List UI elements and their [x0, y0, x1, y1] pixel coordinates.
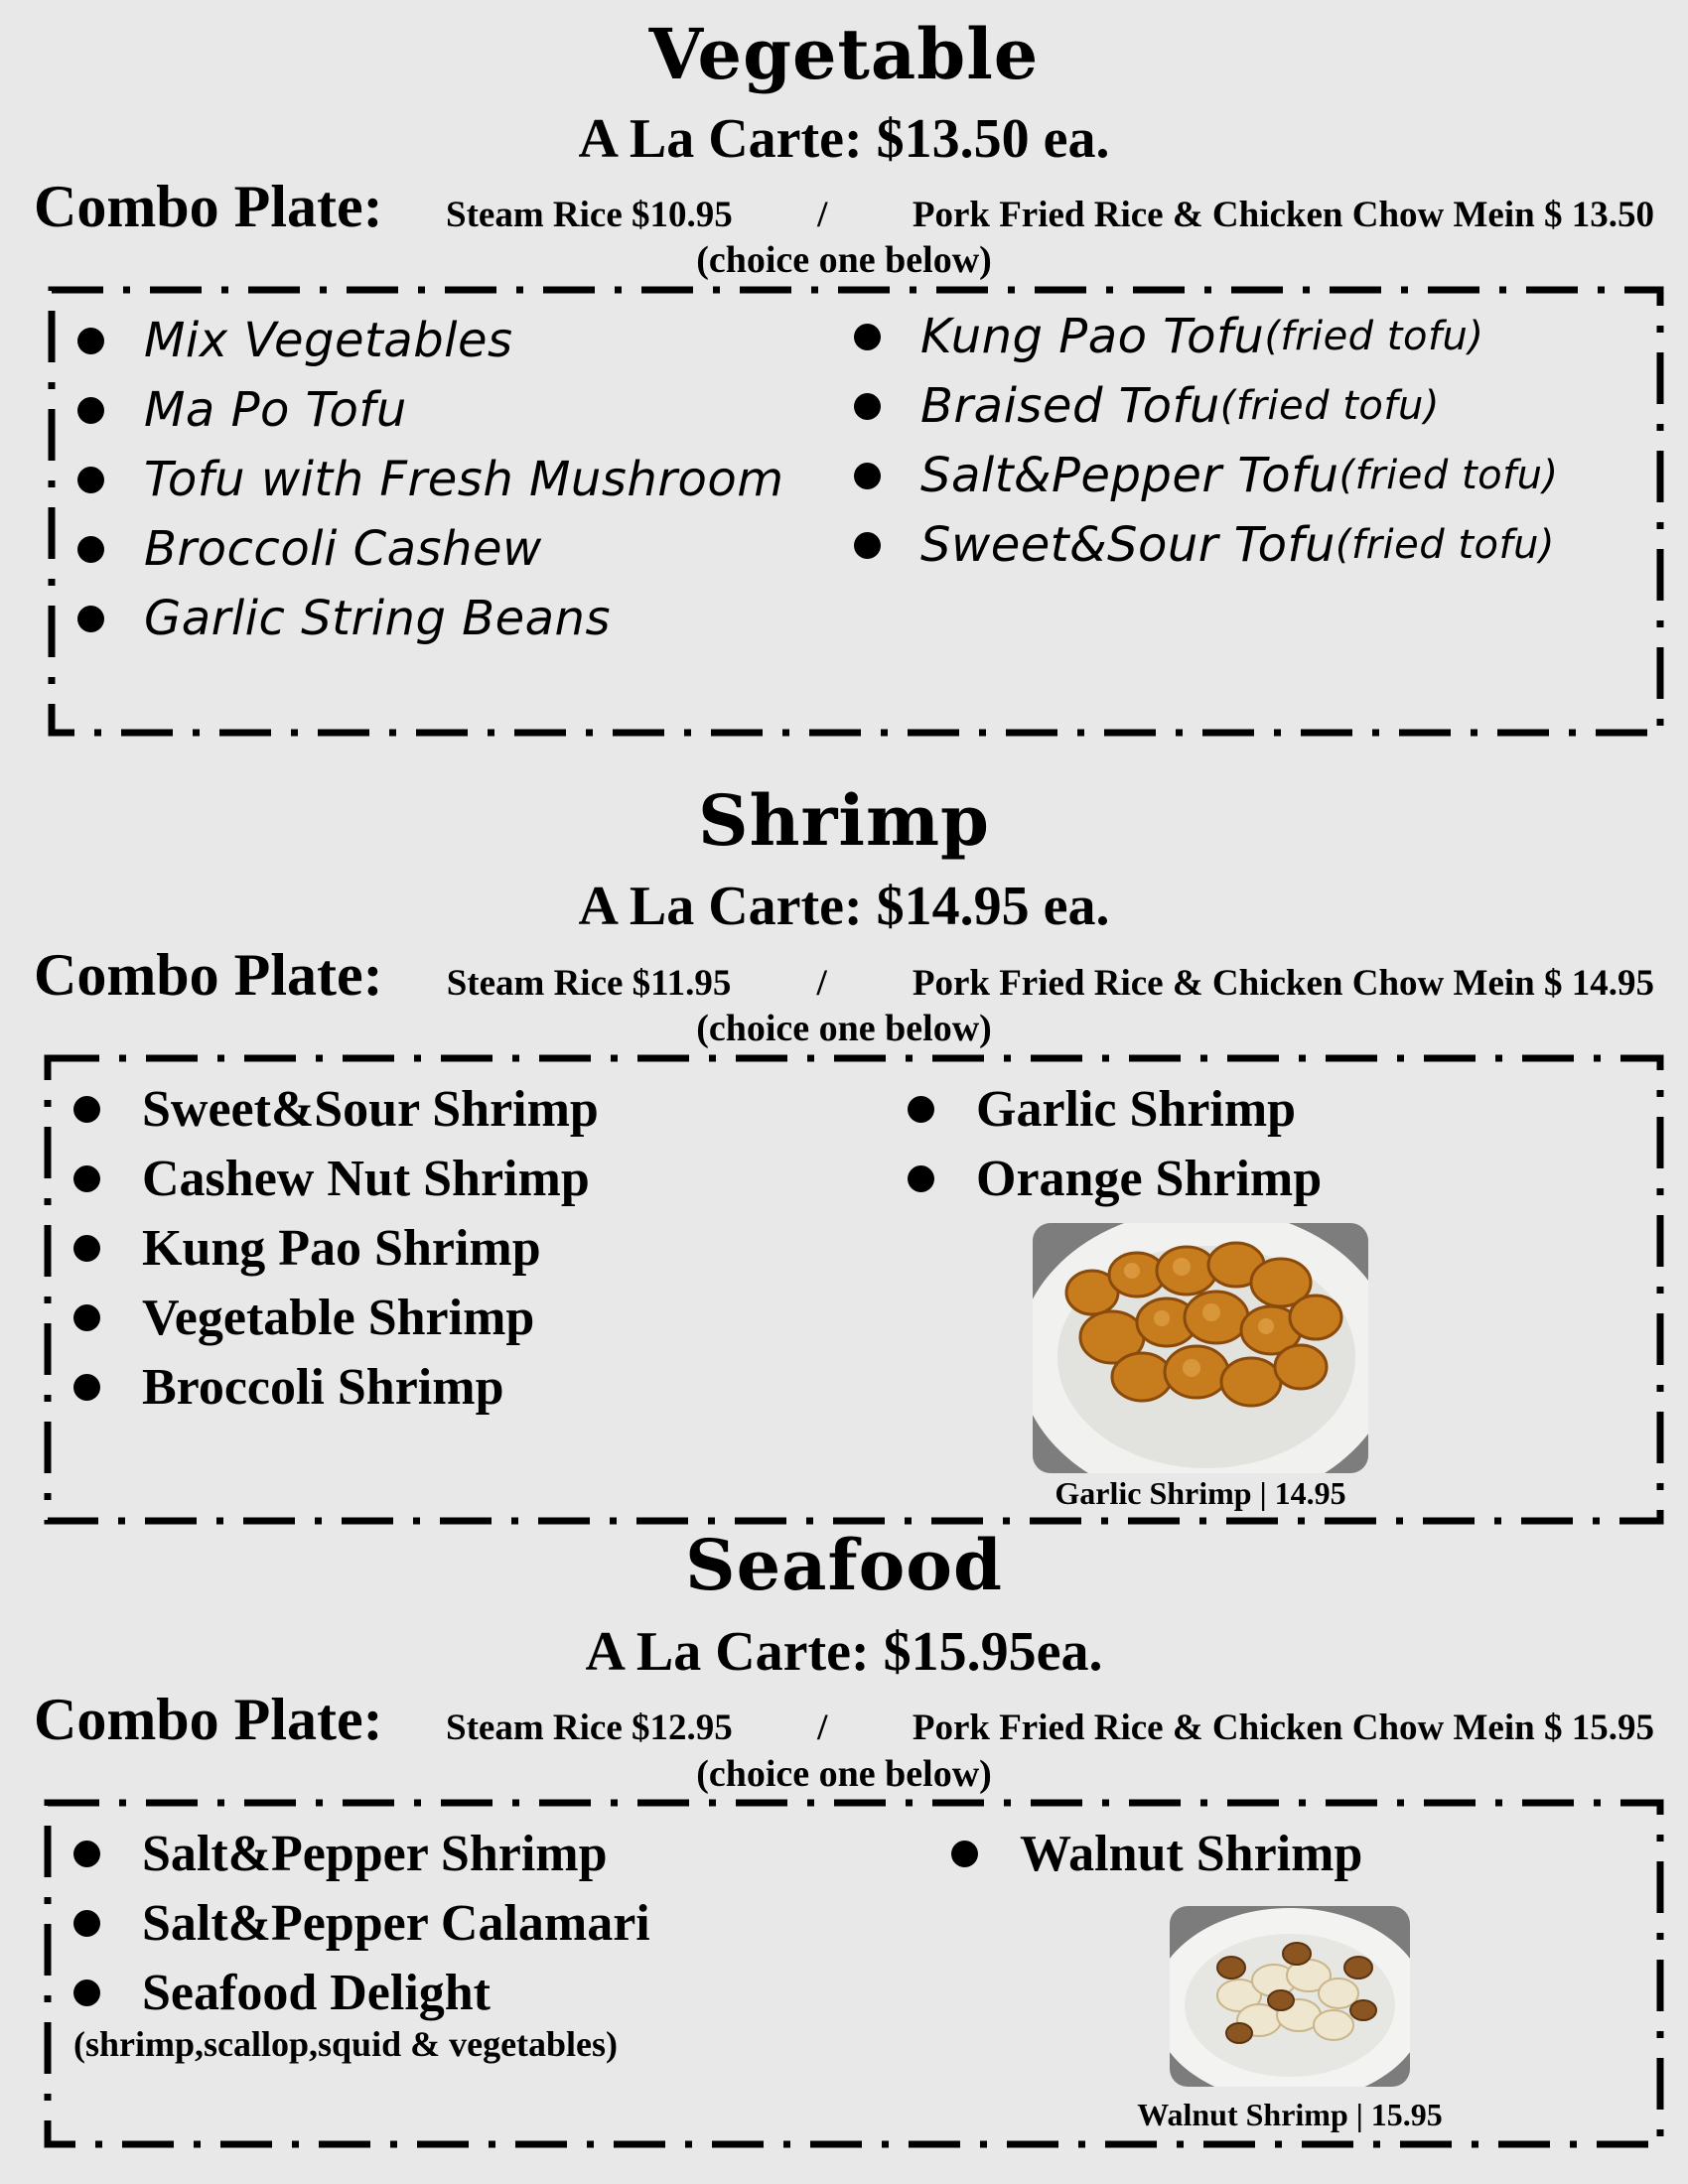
combo-pork-fried-rice-price: Pork Fried Rice & Chicken Chow Mein $ 13.50: [912, 195, 1654, 235]
menu-item: [77, 306, 783, 375]
bullet-icon: [73, 1165, 100, 1192]
bullet-icon: [73, 1235, 100, 1262]
garlic-shrimp-caption: Garlic Shrimp | 14.95: [1055, 1475, 1346, 1511]
menu-item-name: Salt&Pepper Tofu: [920, 448, 1339, 503]
vegetable-a-la-carte-price: A La Carte: $13.50 ea.: [578, 108, 1110, 170]
menu-item-name: Tofu with Fresh Mushroom: [144, 452, 784, 507]
menu-item: [854, 302, 1559, 371]
bullet-icon: [73, 1910, 100, 1937]
menu-item: [73, 1144, 599, 1213]
menu-item: [854, 441, 1559, 510]
combo-label: Combo Plate:: [34, 174, 383, 239]
bullet-icon: [908, 1096, 934, 1123]
vegetable-choice-note: (choice one below): [696, 239, 992, 281]
shrimp-title: Shrimp: [698, 779, 990, 862]
menu-item-name: Seafood Delight: [142, 1964, 491, 2021]
seafood-title: Seafood: [685, 1524, 1003, 1606]
menu-item: [854, 371, 1559, 441]
bullet-icon: [73, 1374, 100, 1401]
shrimp-choice-note: (choice one below): [696, 1008, 992, 1049]
bullet-icon: [77, 467, 104, 493]
walnut-shrimp-photo: [1170, 1906, 1410, 2087]
menu-item: [951, 1819, 1362, 1888]
menu-item-name: Sweet&Sour Tofu: [920, 517, 1336, 573]
menu-item: [73, 1283, 599, 1352]
menu-item-name: Mix Vegetables: [144, 313, 513, 368]
combo-separator: /: [817, 195, 828, 235]
menu-item: [854, 510, 1559, 580]
combo-steam-rice-price: Steam Rice $10.95: [446, 195, 733, 235]
menu-item: [77, 514, 783, 584]
menu-item-name: Garlic Shrimp: [976, 1080, 1297, 1138]
menu-item: [73, 1819, 650, 1888]
seafood-choice-note: (choice one below): [696, 1753, 992, 1795]
menu-item-name: Orange Shrimp: [976, 1150, 1323, 1207]
combo-steam-rice-price: Steam Rice $11.95: [446, 963, 732, 1004]
menu-item-name: Ma Po Tofu: [144, 382, 407, 438]
bullet-icon: [908, 1165, 934, 1192]
menu-item-name: Salt&Pepper Shrimp: [142, 1825, 608, 1882]
menu-item-name: Salt&Pepper Calamari: [142, 1894, 650, 1952]
menu-item: [73, 1213, 599, 1283]
shrimp-a-la-carte-price: A La Carte: $14.95 ea.: [578, 876, 1110, 937]
combo-label: Combo Plate:: [34, 942, 383, 1008]
bullet-icon: [77, 397, 104, 424]
menu-item-name: Kung Pao Shrimp: [142, 1219, 541, 1277]
bullet-icon: [77, 606, 104, 632]
menu-item-name: Braised Tofu: [920, 378, 1220, 434]
bullet-icon: [951, 1841, 978, 1867]
seafood-right-list: [951, 1819, 1362, 1888]
combo-separator: /: [817, 1707, 828, 1748]
menu-item-name: Vegetable Shrimp: [142, 1289, 535, 1346]
vegetable-items-box: [48, 286, 1664, 737]
vegetable-combo-line: [34, 174, 1654, 239]
combo-separator: /: [816, 963, 827, 1004]
bullet-icon: [73, 1096, 100, 1123]
seafood-delight-note: (shrimp,scallop,squid & vegetables): [73, 2024, 619, 2064]
garlic-shrimp-photo: [1033, 1223, 1368, 1473]
bullet-icon: [73, 1304, 100, 1331]
shrimp-items-box: [44, 1054, 1664, 1525]
vegetable-right-list: [854, 302, 1559, 580]
menu-item: [908, 1074, 1322, 1144]
bullet-icon: [854, 324, 881, 350]
seafood-left-list: [73, 1819, 650, 2027]
bullet-icon: [77, 536, 104, 563]
vegetable-left-list: [77, 306, 783, 653]
menu-item-name: Kung Pao Tofu: [920, 309, 1265, 364]
menu-item-name: Cashew Nut Shrimp: [142, 1150, 590, 1207]
menu-item: [908, 1144, 1322, 1213]
bullet-icon: [73, 1979, 100, 2006]
bullet-icon: [73, 1841, 100, 1867]
vegetable-title: Vegetable: [648, 13, 1040, 95]
combo-pork-fried-rice-price: Pork Fried Rice & Chicken Chow Mein $ 15.95: [912, 1707, 1654, 1748]
menu-item-name: Broccoli Cashew: [144, 521, 542, 577]
combo-label: Combo Plate:: [34, 1687, 383, 1752]
menu-item-note: (fried tofu): [1338, 453, 1559, 498]
bullet-icon: [854, 463, 881, 489]
shrimp-left-list: [73, 1074, 599, 1422]
menu-item: [77, 584, 783, 653]
bullet-icon: [77, 328, 104, 354]
shrimp-combo-line: [34, 942, 1654, 1008]
menu-item: [73, 1888, 650, 1958]
shrimp-right-list: [908, 1074, 1322, 1213]
menu-item-note: (fried tofu): [1219, 383, 1440, 429]
bullet-icon: [854, 393, 881, 420]
menu-item-note: (fried tofu): [1264, 314, 1484, 359]
combo-steam-rice-price: Steam Rice $12.95: [446, 1707, 733, 1748]
seafood-combo-line: [34, 1687, 1654, 1752]
combo-pork-fried-rice-price: Pork Fried Rice & Chicken Chow Mein $ 14.95: [912, 963, 1654, 1004]
seafood-a-la-carte-price: A La Carte: $15.95ea.: [585, 1621, 1103, 1683]
seafood-items-box: [44, 1799, 1664, 2148]
menu-item-name: Sweet&Sour Shrimp: [142, 1080, 599, 1138]
menu-item-name: Garlic String Beans: [144, 591, 611, 646]
bullet-icon: [854, 532, 881, 559]
walnut-shrimp-caption: Walnut Shrimp | 15.95: [1137, 2097, 1443, 2132]
menu-item: [73, 1958, 650, 2027]
menu-item: [77, 375, 783, 445]
menu-item: [77, 445, 783, 514]
menu-item: [73, 1352, 599, 1422]
menu-item-note: (fried tofu): [1335, 522, 1556, 568]
menu-item-name: Walnut Shrimp: [1020, 1825, 1363, 1882]
menu-item: [73, 1074, 599, 1144]
menu-item-name: Broccoli Shrimp: [142, 1358, 504, 1416]
